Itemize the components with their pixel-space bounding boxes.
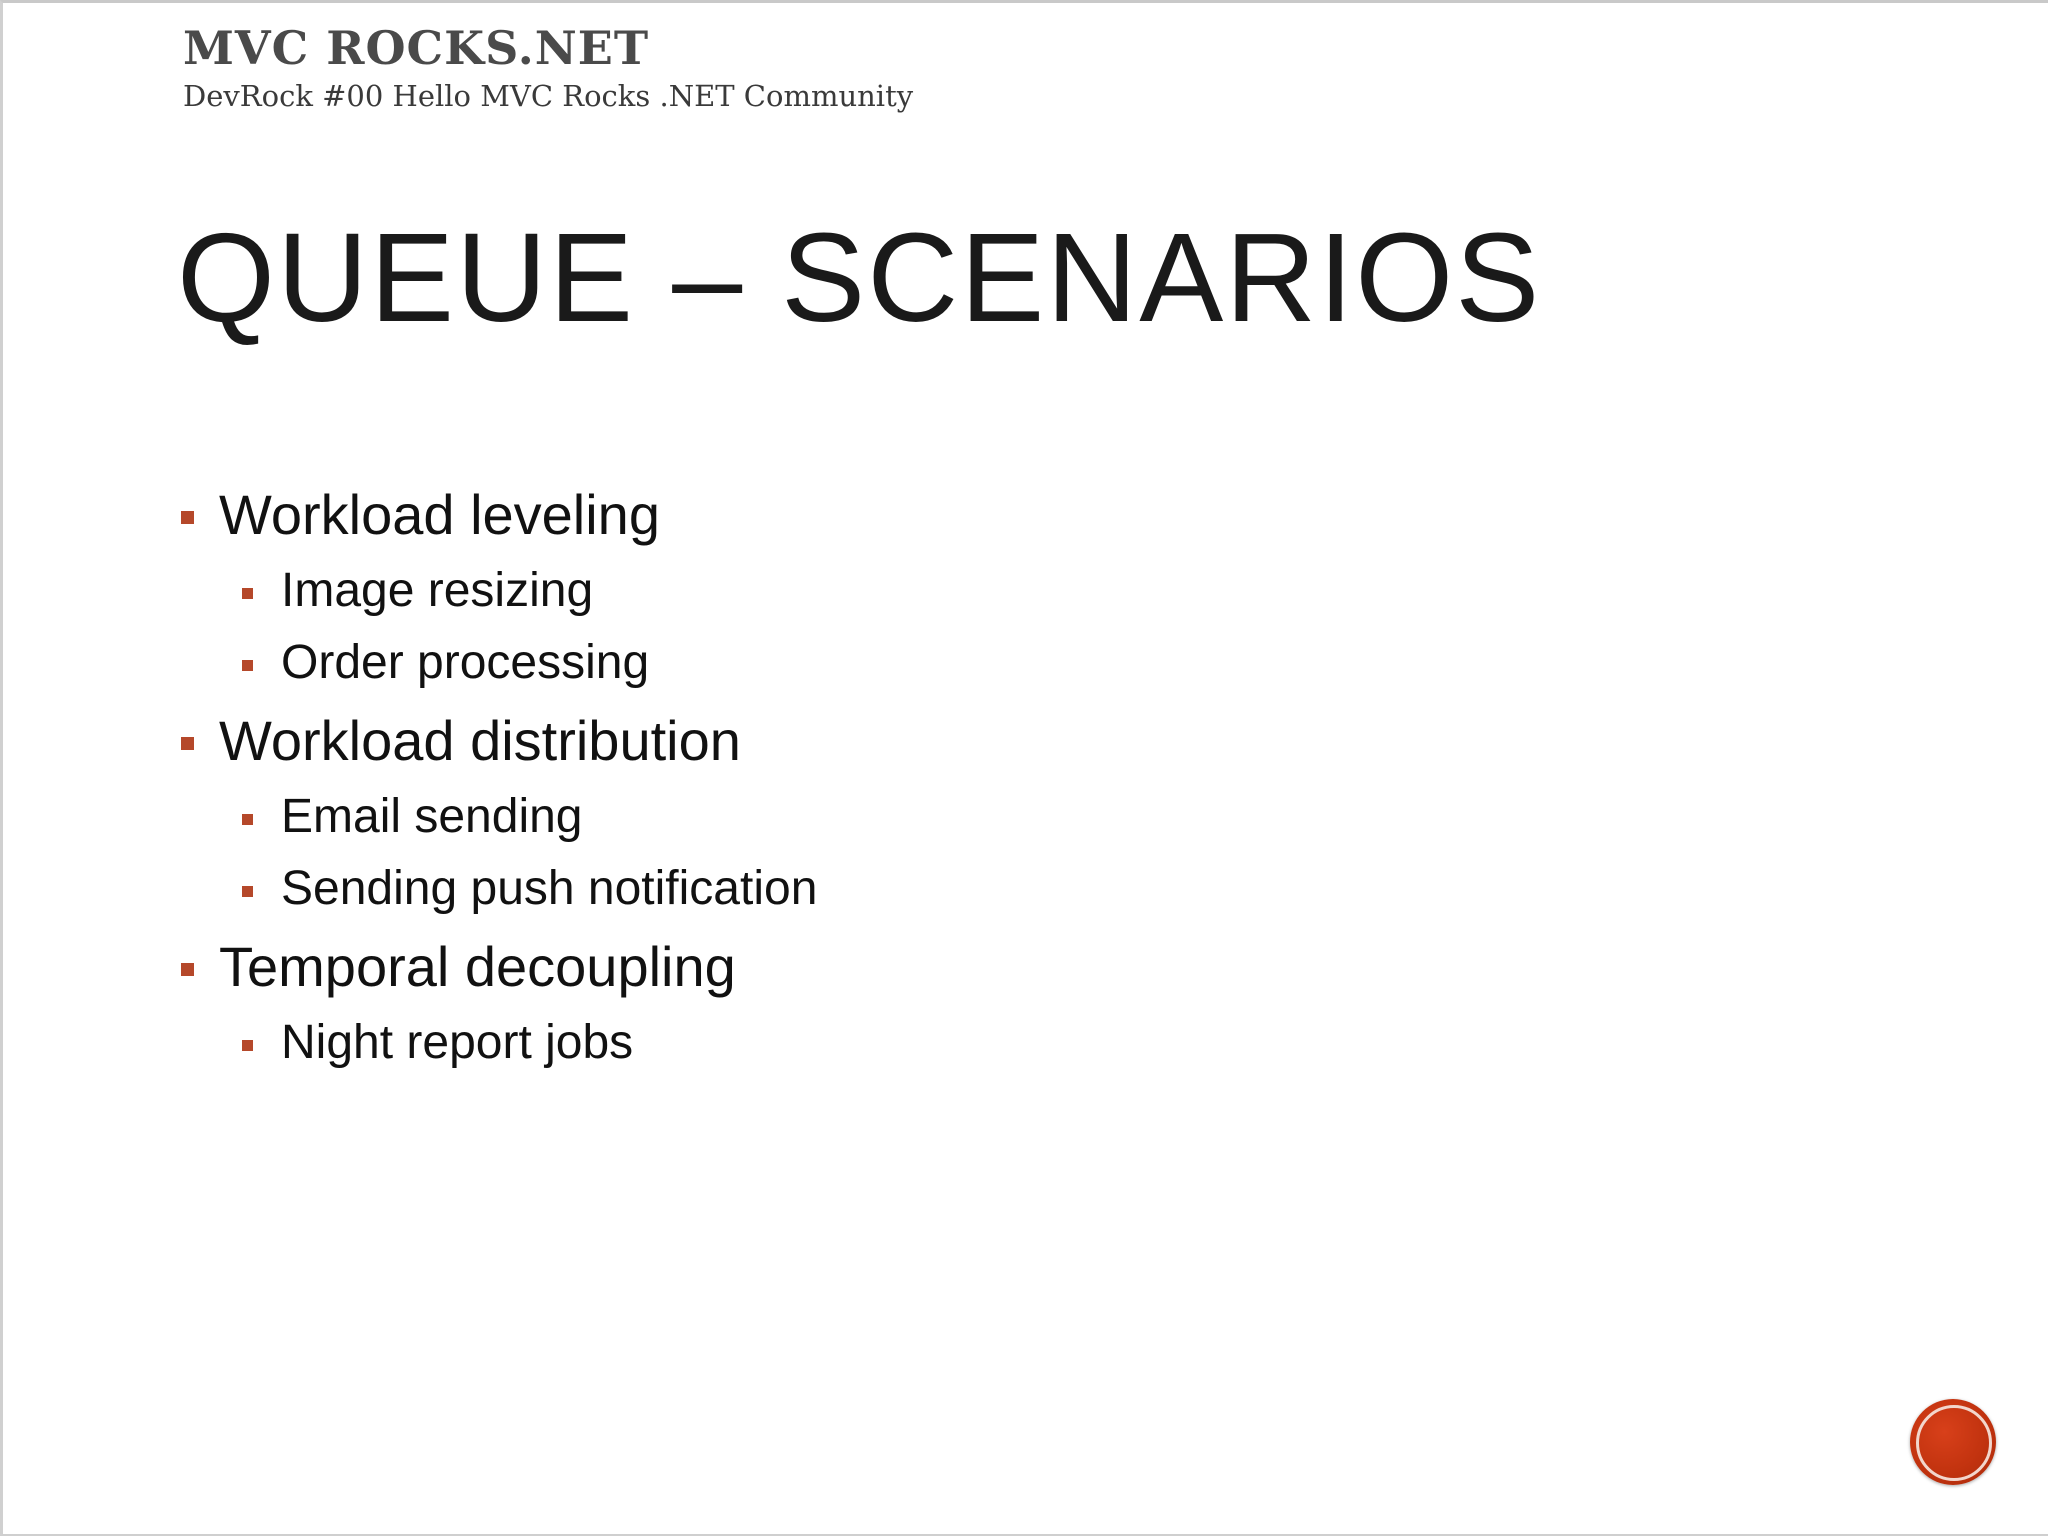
bullet-item <box>179 709 817 773</box>
brand-title: MVC ROCKS.NET <box>183 21 650 75</box>
slide-title: QUEUE – SCENARIOS <box>177 207 1542 348</box>
header-subtitle: DevRock #00 Hello MVC Rocks .NET Community <box>183 79 914 113</box>
sub-bullet-item <box>179 635 817 691</box>
bullet-square-icon <box>181 963 194 976</box>
bullet-list <box>179 483 817 1071</box>
sub-bullet-text: Sending push notification <box>281 862 818 915</box>
sub-bullet-text: Night report jobs <box>281 1016 634 1069</box>
bullet-text: Workload distribution <box>219 709 741 772</box>
circle-button-icon[interactable] <box>1910 1399 1996 1485</box>
bullet-item <box>179 483 817 547</box>
bullet-square-icon <box>242 814 253 825</box>
sub-bullet-text: Image resizing <box>281 564 594 617</box>
bullet-square-icon <box>242 660 253 671</box>
bullet-square-icon <box>242 886 253 897</box>
bullet-text: Temporal decoupling <box>219 935 736 998</box>
bullet-square-icon <box>181 511 194 524</box>
sub-bullet-item <box>179 1015 817 1071</box>
sub-bullet-item <box>179 861 817 917</box>
bullet-square-icon <box>242 588 253 599</box>
bullet-square-icon <box>181 737 194 750</box>
bullet-square-icon <box>242 1040 253 1051</box>
sub-bullet-text: Email sending <box>281 790 583 843</box>
sub-bullet-item <box>179 789 817 845</box>
bullet-item <box>179 935 817 999</box>
sub-bullet-text: Order processing <box>281 636 650 689</box>
bullet-text: Workload leveling <box>219 483 660 546</box>
sub-bullet-item <box>179 563 817 619</box>
